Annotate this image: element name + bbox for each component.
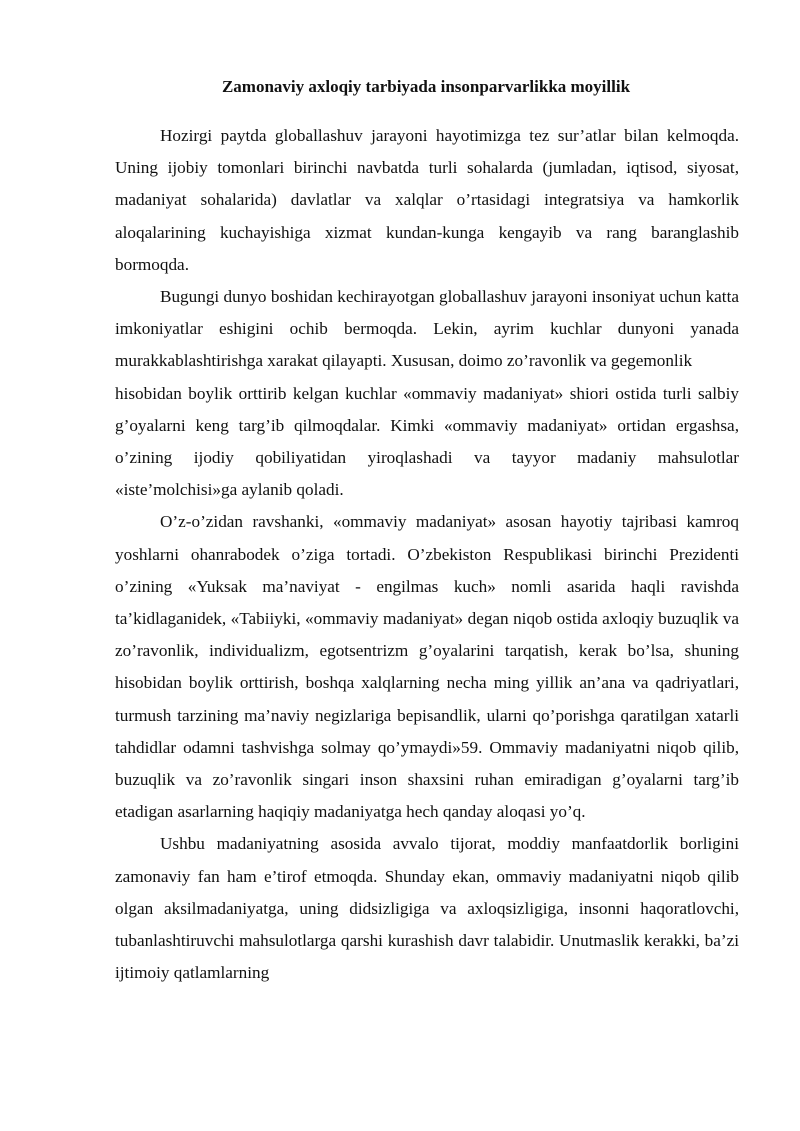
paragraph-globalization-intro: Hozirgi paytda globallashuv jarayoni hayotimizga tez sur’atlar bilan kelmoqda. Uning ijobiy tomonlari birinchi navbatda turli sohalarda (jumladan, iqtisod, siyosat, madaniyat sohalarida) davlatlar va xalqlar o’rtasidagi integratsiya va hamkorlik aloqalarining kuchayishiga xizmat kundan-kunga kengayib va rang baranglashib bormoqda. — [115, 126, 739, 274]
paragraph-global-opportunities: Bugungi dunyo boshidan kechirayotgan globallashuv jarayoni insoniyat uchun katta imkoniyatlar eshigini ochib bermoqda. Lekin, ayrim kuchlar dunyoni yanada murakkablashtirishga xarakat qilayapti. Xususan, doimo zo’ravonlik va gegemonlik — [115, 287, 739, 371]
document-body — [115, 120, 739, 989]
paragraph-mass-culture-continuation: hisobidan boylik orttirib kelgan kuchlar «ommaviy madaniyat» shiori ostida turli salbiy g’oyalarni keng targ’ib qilmoqdalar. Kimki «ommaviy madaniyat» ortidan ergashsa, o’zining ijodiy qobiliyatidan yiroqlashadi va tayyor madaniy mahsulotlar «iste’molchisi»ga aylanib qoladi. — [115, 383, 739, 500]
paragraph-commercial-basis: Ushbu madaniyatning asosida avvalo tijorat, moddiy manfaatdorlik borligini zamonaviy fan ham e’tirof etmoqda. Shunday ekan, ommaviy madaniyatni niqob qilib olgan aksilmadaniyatga, uning didsizligiga va axloqsizligiga, insonni haqoratlovchi, tubanlashtiruvchi mahsulotlarga qarshi kurashish davr talabidir. Unutmaslik kerakki, ba’zi ijtimoiy qatlamlarning — [115, 834, 739, 983]
document-title: Zamonaviy axloqiy tarbiyada insonparvarlikka moyillik — [221, 77, 631, 96]
paragraph-president-quote: O’z-o’zidan ravshanki, «ommaviy madaniyat» asosan hayotiy tajribasi kamroq yoshlarni ohanrabodek o’ziga tortadi. O’zbekiston Respublikasi birinchi Prezidenti o’zining «Yuksak ma’naviyat - engilmas kuch» nomli asarida haqli ravishda ta’kidlaganidek, «Tabiiyki, «ommaviy madaniyat» degan niqob ostida axloqiy buzuqlik va zo’ravonlik, individualizm, egotsentrizm g’oyalarini tarqatish, kerak bo’lsa, shuning hisobidan boylik orttirish, boshqa xalqlarning necha ming yillik an’ana va qadriyatlari, turmush tarzining ma’naviy negizlariga bepisandlik, ularni qo’porishga qaratilgan xatarli tahdidlar odamni tashvishga solmay qo’ymaydi»59. Ommaviy madaniyatni niqob qilib, buzuqlik va zo’ravonlik singari inson shaxsini ruhan emiradigan g’oyalarni targ’ib etadigan asarlarning haqiqiy madaniyatga hech qanday aloqasi yo’q. — [115, 512, 739, 822]
